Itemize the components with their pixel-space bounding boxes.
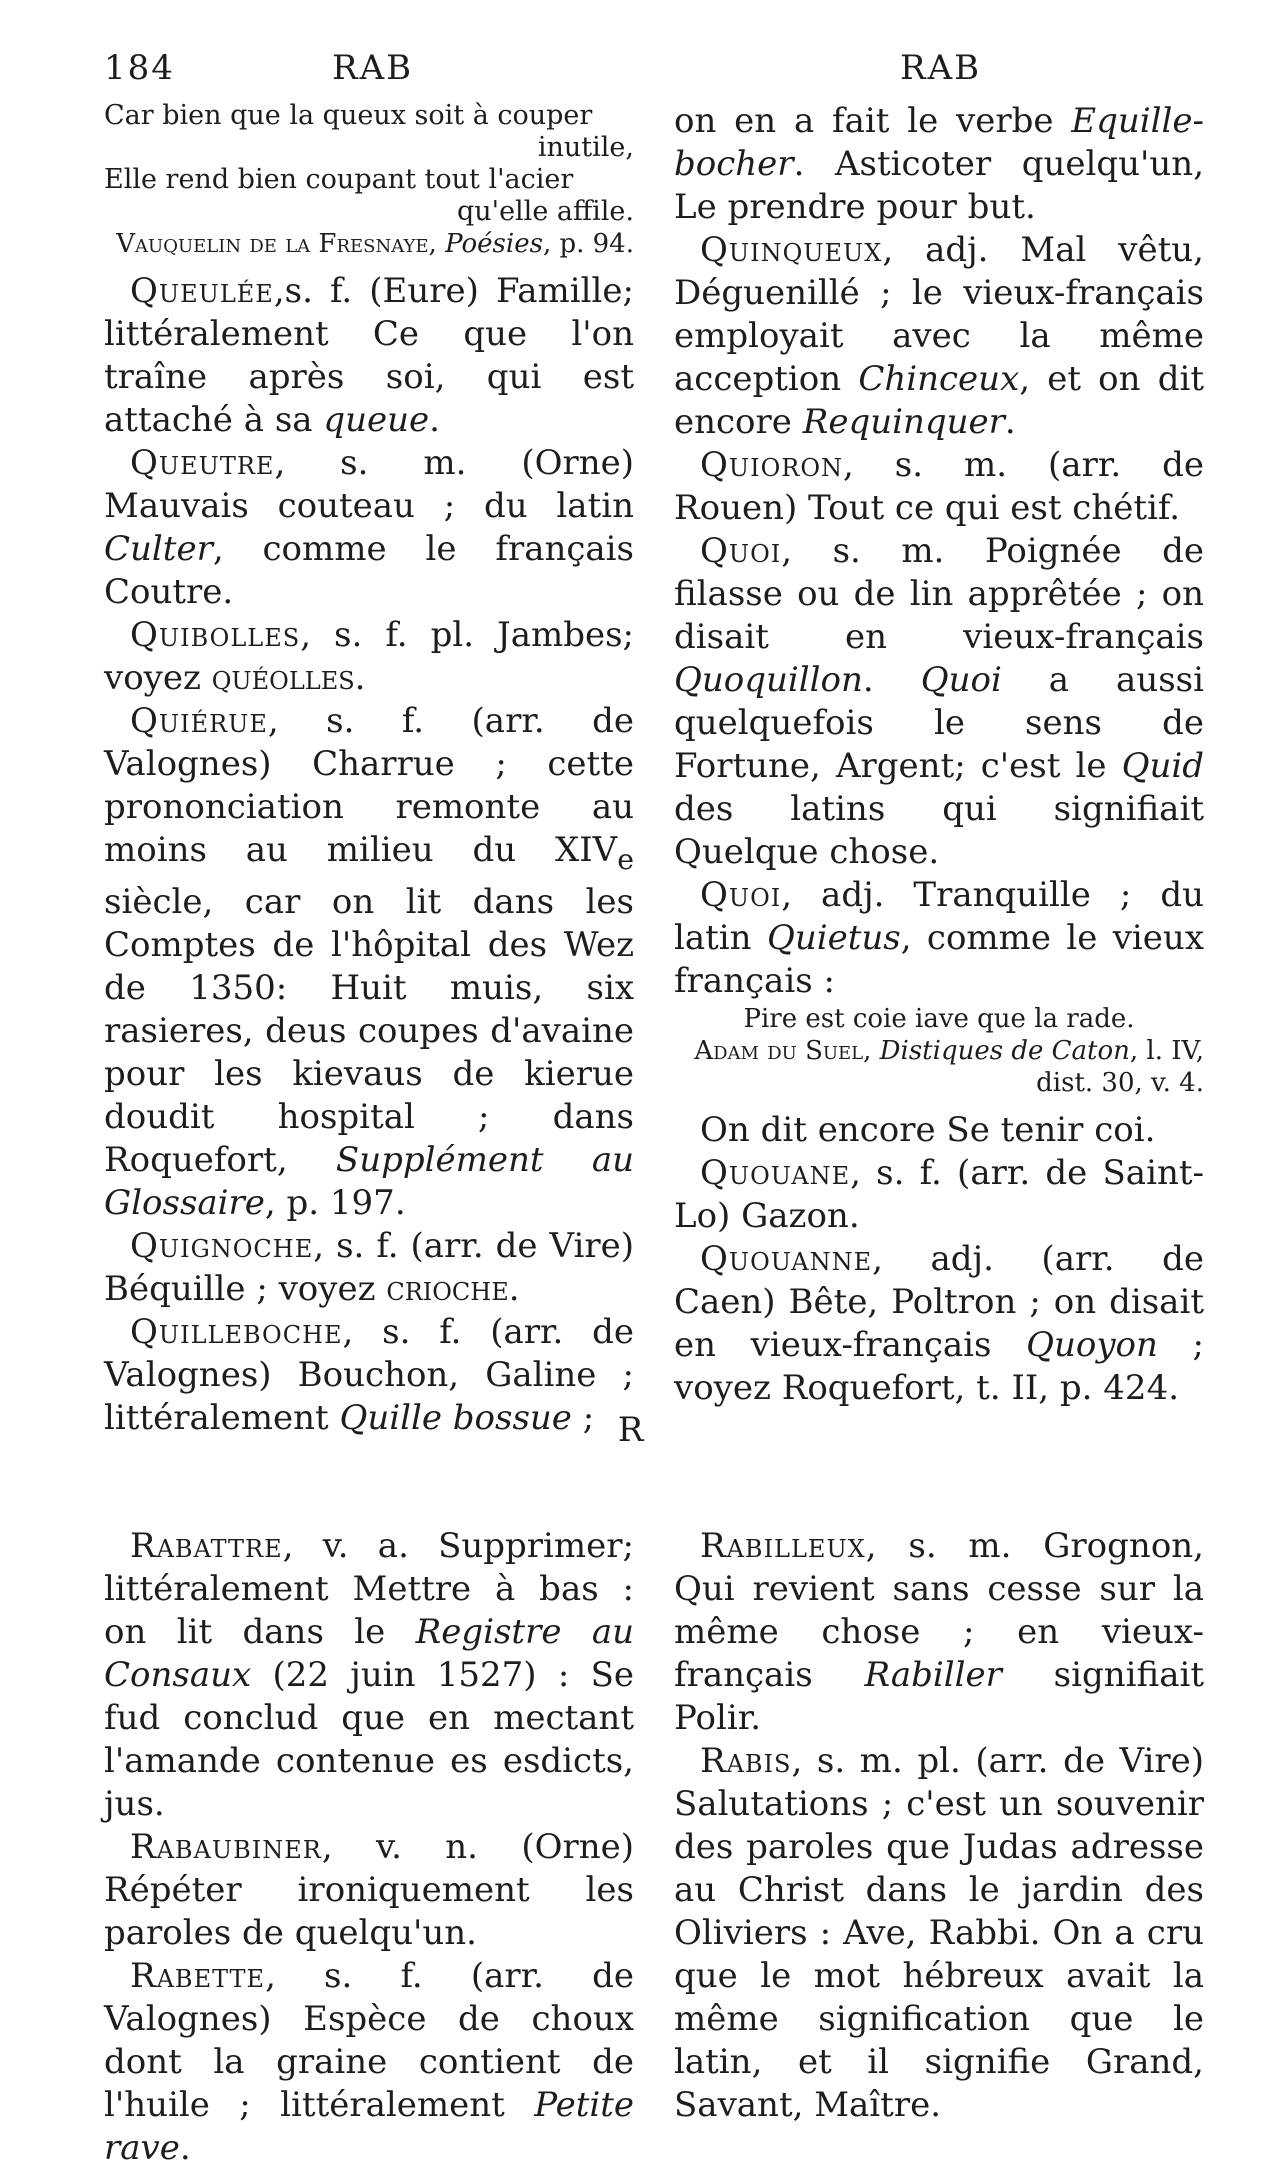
entry-quibolles: Quibolles, s. f. pl. Jambes; voyez quéolles. <box>104 615 634 698</box>
left-column-q <box>104 100 634 1440</box>
entry-quouane: Quouane, s. f. (arr. de Saint-Lo) Gazon. <box>674 1153 1204 1236</box>
left-running-head: RAB <box>332 48 414 88</box>
section-letter: R <box>617 1410 644 1450</box>
entry-quioron: Quioron, s. m. (arr. de Rouen) Tout ce qui est chétif. <box>674 445 1204 528</box>
right-running-head: RAB <box>900 48 982 88</box>
entry-rabattre: Rabattre, v. a. Supprimer; littéralement Mettre à bas : on lit dans le Registre au Consaux (22 juin 1527) : Se fud conclud que en mectant l'amande contenue es esdicts, jus. <box>104 1526 635 1824</box>
entry-rabaubiner: Rabaubiner, v. n. (Orne) Répéter ironiquement les paroles de quelqu'un. <box>104 1827 634 1953</box>
entry-quoi-noun: Quoi, s. m. Poignée de filasse ou de lin apprêtée ; on disait en vieux-français Quoquillon. Quoi a aussi quelquefois le sens de Fortune, Argent; c'est le Quid des latins qui signifiait Quelque chose. <box>674 531 1204 872</box>
entry-quierue: Quiérue, s. f. (arr. de Valognes) Charrue ; cette prononciation remonte au moins au milieu du $XIV_e$ siècle, car on lit dans les Comptes de l'hôpital des Wez de 1350: Huit muis, six rasieres, deus coupes d'avaine pour les kievaus de kierue doudit hospital ; dans Roquefort, Supplément au Glossaire, p. 197. <box>104 701 634 1223</box>
entry-quoi-adj: Quoi, adj. Tranquille ; du latin Quietus, comme le vieux français : <box>674 875 1204 1001</box>
right-column-r <box>674 1525 1204 2127</box>
entry-quouanne: Quouanne, adj. (arr. de Caen) Bête, Poltron ; on disait en vieux-français Quoyon ; voyez Roquefort, t. II, p. 424. <box>674 1239 1205 1408</box>
entry-queutre: Queutre, s. m. (Orne) Mauvais couteau ; du latin Culter, comme le français Coutre. <box>104 443 634 612</box>
quote-line: qu'elle affile. <box>456 196 634 227</box>
citation: Vauquelin de la Fresnaye, Poésies, p. 94. <box>116 229 634 259</box>
quote-line: Pire est coie iave que la rade. <box>743 1004 1135 1034</box>
running-header <box>104 48 1204 92</box>
left-column-r <box>104 1525 634 2170</box>
entry-queulee: Queulée,s. f. (Eure) Famille; littéralement Ce que l'on traîne après soi, qui est attaché à sa queue. <box>104 271 634 440</box>
entry-continuation: on en a fait le verbe Equille-bocher. Asticoter quelqu'un, Le prendre pour but. <box>674 101 1204 227</box>
entry-se-tenir-coi: On dit encore Se tenir coi. <box>700 1110 1156 1150</box>
page-number: 184 <box>104 48 175 88</box>
entry-quilleboche: Quilleboche, s. f. (arr. de Valognes) Bouchon, Galine ; littéralement Quille bossue ; <box>104 1311 634 1438</box>
entry-rabis: Rabis, s. m. pl. (arr. de Vire) Salutations ; c'est un souvenir des paroles que Judas adresse au Christ dans le jardin des Oliviers : Ave, Rabbi. On a cru que le mot hébreux avait la même signification que le latin, et il signifie Grand, Savant, Maître. <box>674 1741 1204 2125</box>
citation: Adam du Suel, Distiques de Caton, l. IV, dist. 30, v. 4. <box>694 1036 1204 1098</box>
entry-rabilleux: Rabilleux, s. m. Grognon, Qui revient sans cesse sur la même chose ; en vieux-français Rabiller signifiait Polir. <box>674 1526 1204 1738</box>
right-column-q <box>674 100 1204 1410</box>
quote-line: inutile, <box>537 132 634 163</box>
entry-quinqueux: Quinqueux, adj. Mal vêtu, Déguenillé ; le vieux-français employait avec la même acception Chinceux, et on dit encore Requinquer. <box>674 230 1204 442</box>
entry-rabette: Rabette, s. f. (arr. de Valognes) Espèce de choux dont la graine contient de l'huile ; littéralement Petite rave. <box>104 1956 635 2168</box>
quote-line: Elle rend bien coupant tout l'acier <box>104 164 574 195</box>
entry-quignoche: Quignoche, s. f. (arr. de Vire) Béquille ; voyez crioche. <box>104 1225 634 1309</box>
quote-line: Car bien que la queux soit à couper <box>104 100 593 131</box>
